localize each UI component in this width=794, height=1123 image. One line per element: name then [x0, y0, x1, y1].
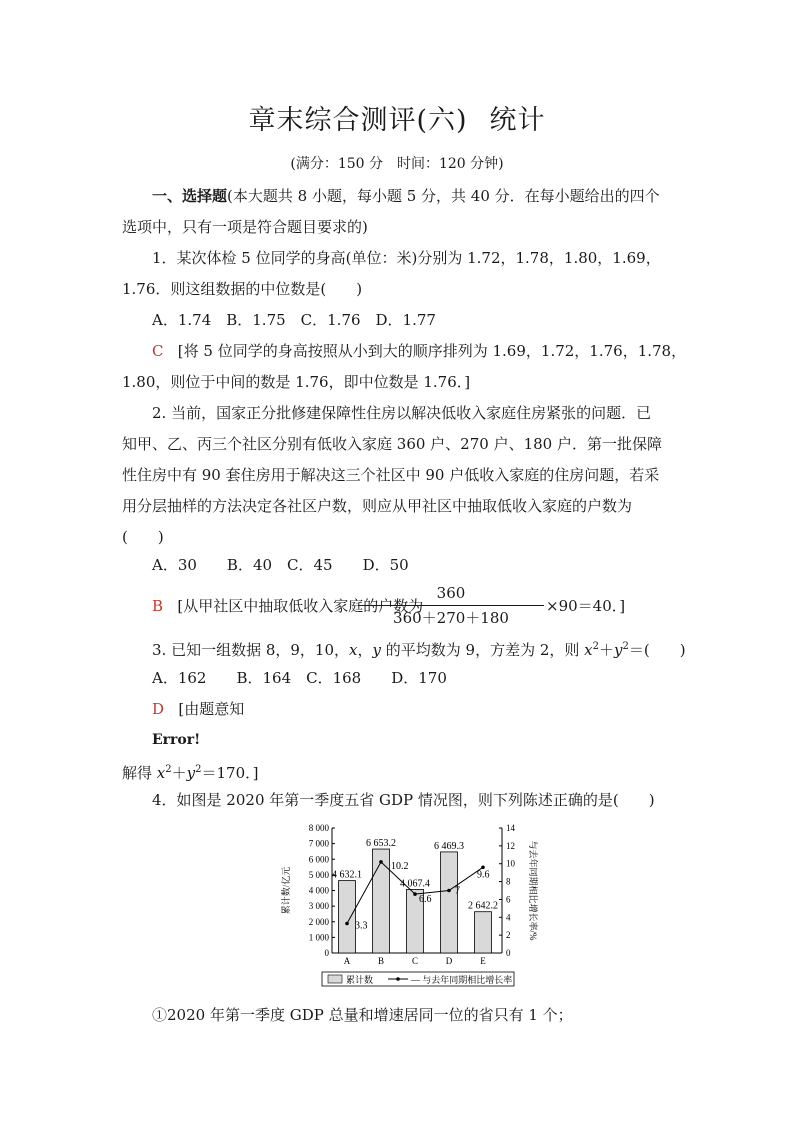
- gdp-chart: [278, 812, 540, 992]
- growth-label: 9.6: [477, 869, 490, 881]
- answer-letter: C: [152, 342, 164, 360]
- y2-axis-label: 与去年同期相比增长率/%: [528, 840, 538, 941]
- answer-letter: B: [152, 597, 164, 615]
- bar-label: 2 642.2: [468, 900, 498, 912]
- section-desc-cont: 选项中，只有一项是符合题目要求的): [122, 218, 368, 236]
- growth-label: 6.6: [419, 894, 432, 906]
- x-tick-label: A: [343, 956, 351, 966]
- bar-label: 6 653.2: [366, 838, 396, 850]
- section-heading: [152, 186, 660, 206]
- growth-label: 10.2: [391, 860, 409, 872]
- q2-line2: 知甲、乙、丙三个社区分别有低收入家庭 360 户、270 户、180 户．第一批保障: [122, 435, 662, 453]
- y-tick-label: 4 000: [308, 885, 329, 896]
- q3-text-a: 3. 已知一组数据 8，9，10，: [152, 641, 350, 659]
- bar-label: 4 067.4: [400, 878, 430, 890]
- title-topic: 统计: [489, 105, 546, 136]
- answer-letter: D: [152, 700, 165, 718]
- q2-line5: ( ): [122, 528, 164, 546]
- y-tick-label: 2 000: [308, 916, 329, 927]
- y2-tick-label: 14: [506, 823, 515, 833]
- y-tick-label: 6 000: [308, 854, 329, 865]
- y2-tick-label: 4: [506, 912, 511, 923]
- legend-line-label: — 与去年同期相比增长率: [411, 975, 513, 985]
- page-title: [0, 98, 794, 137]
- q2-explanation: [从甲社区中抽取低收入家庭的户数为: [177, 597, 424, 615]
- exam-info: (满分：150 分 时间：120 分钟): [290, 156, 504, 172]
- q1-line2: 1.76．则这组数据的中位数是( ): [122, 280, 363, 298]
- q2-options: A．30 B．40 C．45 D．50: [152, 556, 409, 574]
- x-tick-label: E: [480, 956, 486, 966]
- q2-line3: 性住房中有 90 套住房用于解决这三个社区中 90 户低收入家庭的住房问题，若采: [122, 466, 660, 484]
- q1-explanation-cont: 1.80，则位于中间的数是 1.76，即中位数是 1.76．]: [122, 373, 471, 391]
- q2-line1: 2. 当前，国家正分批修建保障性住房以解决低收入家庭住房紧张的问题．已: [152, 404, 652, 422]
- q1-answer: [152, 341, 686, 361]
- growth-point: [413, 892, 417, 896]
- bar: [441, 852, 458, 953]
- q3-line1: 3. 已知一组数据 8，9，10，x，y 的平均数为 9，方差为 2，则 $x^2+y^2=$( ): [152, 641, 686, 659]
- q3-options: A．162 B．164 C．168 D．170: [152, 669, 447, 687]
- section-desc: (本大题共 8 小题，每小题 5 分，共 40 分．在每小题给出的四个: [227, 187, 660, 205]
- legend-bar-label: 累计数: [346, 975, 374, 985]
- fraction-bar: [358, 605, 544, 606]
- growth-point: [379, 860, 383, 864]
- y-tick-label: 5 000: [308, 869, 329, 880]
- growth-point: [447, 889, 451, 893]
- q3-explanation: [由题意知: [178, 700, 245, 718]
- y-tick-label: 1 000: [308, 932, 329, 943]
- y-tick-label: 8 000: [308, 823, 329, 833]
- y2-tick-label: 8: [506, 876, 511, 887]
- bar-label: 6 469.3: [434, 840, 464, 852]
- y-tick-label: 3 000: [308, 901, 329, 912]
- section-label: 一、选择题: [152, 187, 228, 205]
- q3-solution: 解得 $x^2+y^2=170$．]: [122, 764, 259, 782]
- x-tick-label: B: [377, 956, 385, 966]
- x-tick-label: D: [445, 956, 453, 966]
- q1-explanation: [将 5 位同学的身高按照从小到大的顺序排列为 1.69，1.72，1.76，1.78，: [177, 342, 687, 360]
- error-text: Error!: [152, 732, 201, 748]
- q3-solve-text: 解得: [122, 764, 157, 782]
- var-y: y: [372, 641, 381, 659]
- bar-label: 4 632.1: [332, 869, 362, 881]
- title-main: 章末综合测评(六): [248, 105, 468, 136]
- y-tick-label: 7 000: [308, 838, 329, 849]
- growth-label: 7: [455, 885, 460, 897]
- y2-tick-label: 10: [506, 858, 515, 869]
- q1-options: A．1.74 B．1.75 C．1.76 D．1.77: [152, 311, 436, 329]
- bar: [373, 849, 390, 953]
- legend-line-marker: [396, 977, 400, 981]
- bar: [475, 912, 492, 953]
- fraction: [358, 584, 544, 627]
- fraction-denominator: 360＋270＋180: [393, 609, 509, 627]
- q3-answer: [152, 699, 244, 719]
- q4-line1: 4．如图是 2020 年第一季度五省 GDP 情况图，则下列陈述正确的是( ): [152, 791, 655, 809]
- y-tick-label: 0: [324, 948, 329, 958]
- q3-text-b: 的平均数为 9，方差为 2，则: [381, 641, 585, 659]
- bar: [339, 881, 356, 953]
- legend-bar-swatch: [328, 975, 342, 983]
- var-x: x: [349, 641, 358, 659]
- x-tick-label: C: [411, 956, 419, 966]
- growth-label: 3.3: [355, 920, 368, 932]
- q2-line4: 用分层抽样的方法决定各社区户数，则应从甲社区中抽取低收入家庭的户数为: [122, 497, 633, 515]
- y2-tick-label: 2: [506, 930, 511, 941]
- y2-tick-label: 12: [506, 840, 515, 851]
- growth-point: [345, 922, 349, 926]
- y2-tick-label: 6: [506, 894, 511, 905]
- y2-tick-label: 0: [506, 948, 511, 958]
- y-axis-label: 累计数/亿元: [281, 866, 291, 915]
- q4-statement1: ①2020 年第一季度 GDP 总量和增速居同一位的省只有 1 个；: [152, 1006, 573, 1024]
- q1-line1: 1．某次体检 5 位同学的身高(单位：米)分别为 1.72，1.78，1.80，1.69，: [152, 249, 661, 267]
- q2-explanation-end: ×90＝40．]: [546, 597, 626, 615]
- fraction-numerator: 360: [436, 584, 466, 602]
- q3-sep: ，: [357, 641, 373, 659]
